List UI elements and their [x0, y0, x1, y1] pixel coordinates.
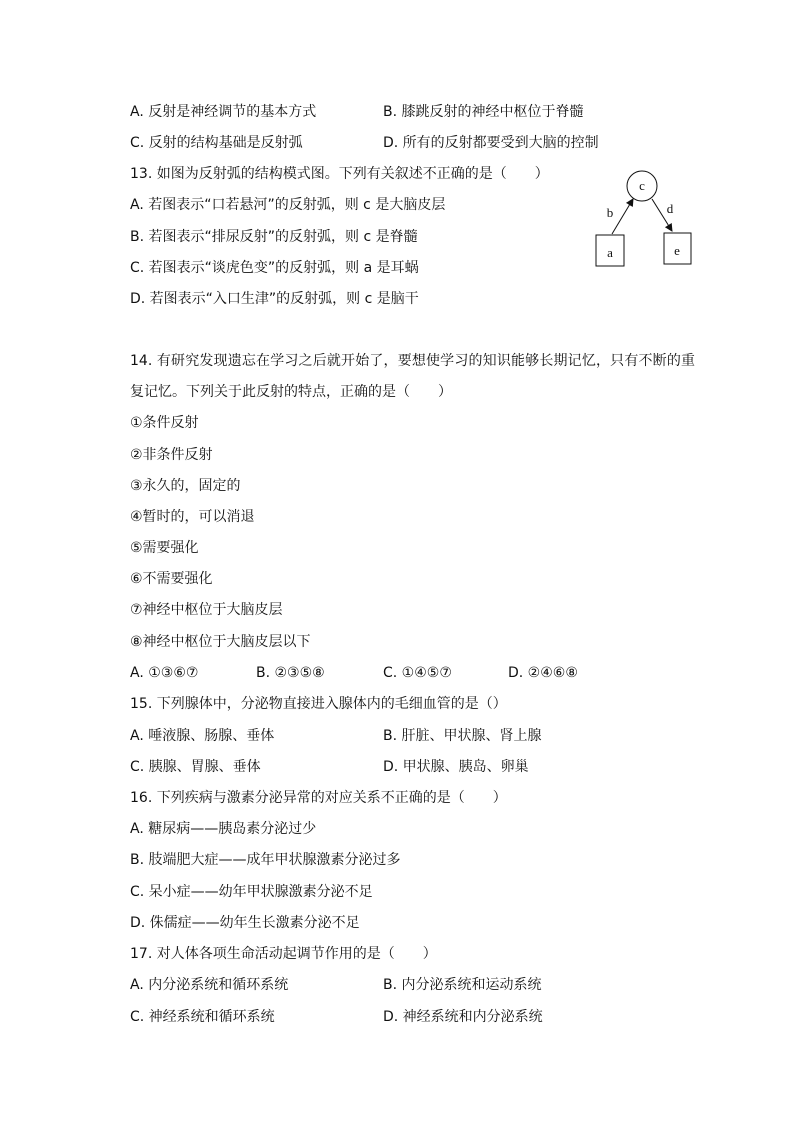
q17-option-a: A. 内分泌系统和循环系统: [130, 977, 289, 993]
q15-option-c: C. 胰腺、胃腺、垂体: [130, 759, 261, 775]
q14-option-b: B. ②③⑤⑧: [256, 665, 325, 681]
q12-option-c: C. 反射的结构基础是反射弧: [130, 135, 303, 151]
q12-option-a: A. 反射是神经调节的基本方式: [130, 104, 317, 120]
edge-b-label: b: [606, 205, 614, 220]
q13-option-b: B. 若图表示“排尿反射”的反射弧，则 c 是脊髓: [130, 229, 418, 245]
q14-item-8: ⑧神经中枢位于大脑皮层以下: [130, 634, 311, 650]
q15-stem: 15. 下列腺体中，分泌物直接进入腺体内的毛细血管的是（）: [130, 696, 507, 712]
q14-stem-line2: 复记忆。下列关于此反射的特点，正确的是（ ）: [130, 384, 452, 400]
q14-item-5: ⑤需要强化: [130, 540, 199, 556]
reflex-arc-diagram: [590, 165, 700, 270]
q14-item-3: ③永久的，固定的: [130, 478, 241, 494]
q14-item-7: ⑦神经中枢位于大脑皮层: [130, 602, 283, 618]
q17-option-c: C. 神经系统和循环系统: [130, 1009, 275, 1025]
q15-option-b: B. 肝脏、甲状腺、肾上腺: [383, 728, 542, 744]
q16-option-d: D. 侏儒症——幼年生长激素分泌不足: [130, 915, 360, 931]
q14-option-d: D. ②④⑥⑧: [508, 665, 578, 681]
q14-item-1: ①条件反射: [130, 415, 199, 431]
q17-option-d: D. 神经系统和内分泌系统: [383, 1009, 543, 1025]
q13-stem: 13. 如图为反射弧的结构模式图。下列有关叙述不正确的是（ ）: [130, 166, 549, 182]
q14-option-a: A. ①③⑥⑦: [130, 665, 199, 681]
node-c-label: c: [639, 178, 645, 193]
q13-option-c: C. 若图表示“谈虎色变”的反射弧，则 a 是耳蜗: [130, 260, 419, 276]
node-a-label: a: [607, 245, 613, 260]
q17-option-b: B. 内分泌系统和运动系统: [383, 977, 542, 993]
q14-item-2: ②非条件反射: [130, 447, 213, 463]
q17-stem: 17. 对人体各项生命活动起调节作用的是（ ）: [130, 946, 437, 962]
q13-option-d: D. 若图表示“入口生津”的反射弧，则 c 是脑干: [130, 291, 419, 307]
q14-item-6: ⑥不需要强化: [130, 571, 213, 587]
q12-option-b: B. 膝跳反射的神经中枢位于脊髓: [383, 104, 584, 120]
q14-item-4: ④暂时的，可以消退: [130, 509, 255, 525]
q13-option-a: A. 若图表示“口若悬河”的反射弧，则 c 是大脑皮层: [130, 197, 446, 213]
edge-b-arrow: [612, 199, 633, 234]
q16-option-c: C. 呆小症——幼年甲状腺激素分泌不足: [130, 884, 373, 900]
edge-d-label: d: [666, 201, 674, 216]
q16-option-b: B. 肢端肥大症——成年甲状腺激素分泌过多: [130, 852, 401, 868]
q14-stem-line1: 14. 有研究发现遗忘在学习之后就开始了，要想使学习的知识能够长期记忆，只有不断的重: [130, 353, 695, 369]
q12-option-d: D. 所有的反射都要受到大脑的控制: [383, 135, 599, 151]
q16-stem: 16. 下列疾病与激素分泌异常的对应关系不正确的是（ ）: [130, 790, 507, 806]
q16-option-a: A. 糖尿病——胰岛素分泌过少: [130, 821, 317, 837]
q15-option-a: A. 唾液腺、肠腺、垂体: [130, 728, 275, 744]
q14-option-c: C. ①④⑤⑦: [383, 665, 452, 681]
node-e-label: e: [674, 243, 680, 258]
q15-option-d: D. 甲状腺、胰岛、卵巢: [383, 759, 529, 775]
